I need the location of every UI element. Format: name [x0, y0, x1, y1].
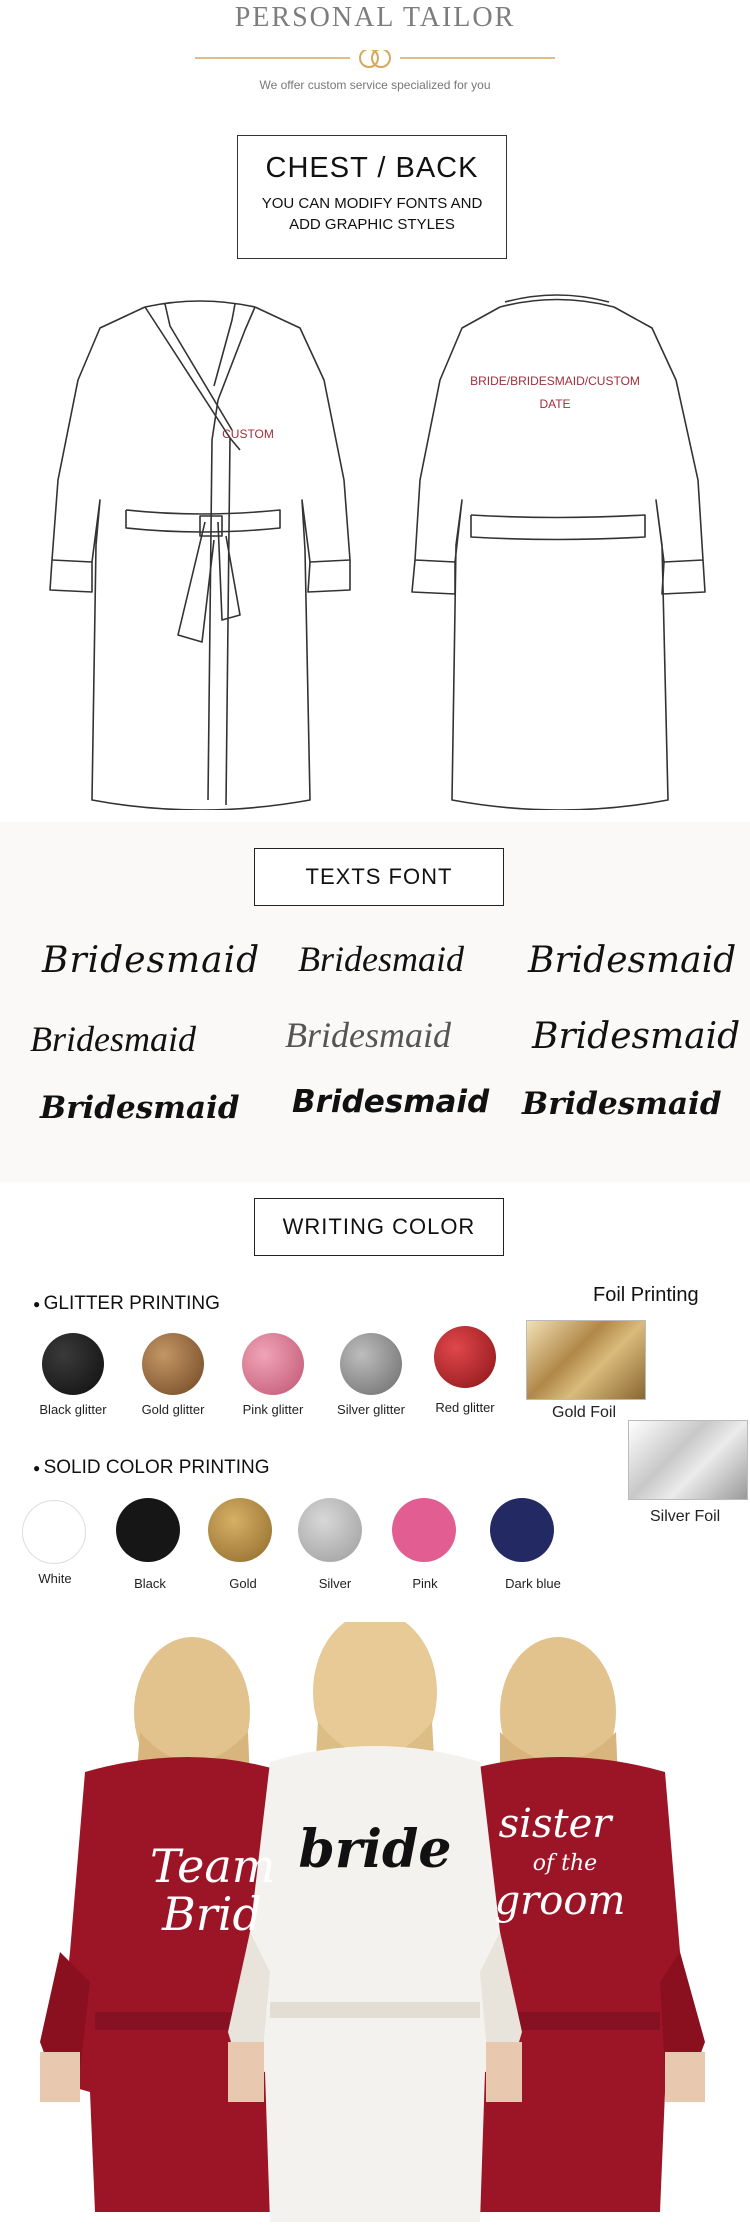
model-center — [228, 1622, 522, 2222]
font-sample-6[interactable]: Bridesmaid — [532, 1016, 741, 1057]
swatch-label-pink-glitter: Pink glitter — [242, 1402, 304, 1417]
texts-font-label: TEXTS FONT — [254, 848, 504, 906]
page-subtitle: We offer custom service specialized for you — [259, 78, 491, 92]
swatch-label-black-glitter: Black glitter — [39, 1402, 107, 1417]
writing-color-label: WRITING COLOR — [254, 1198, 504, 1256]
swatch-label-gold: Gold — [229, 1576, 257, 1591]
silver-foil-label: Silver Foil — [650, 1508, 721, 1525]
gold-foil-image[interactable] — [526, 1320, 646, 1400]
robe-back-text-line1: BRIDE/BRIDESMAID/CUSTOM — [470, 374, 640, 388]
chest-back-title: CHEST / BACK — [265, 152, 479, 184]
robe-text-team: Team — [150, 1839, 276, 1893]
foil-printing-title: Foil Printing — [593, 1284, 699, 1306]
page-title: PERSONAL TAILOR — [234, 2, 516, 33]
robe-back-drawing — [412, 295, 705, 810]
swatch-white[interactable] — [22, 1500, 86, 1564]
rings-icon — [360, 50, 390, 67]
swatch-black-glitter[interactable] — [42, 1333, 104, 1395]
font-sample-7[interactable]: Bridesmaid — [40, 1090, 240, 1126]
swatch-gold[interactable] — [208, 1498, 272, 1562]
swatch-label-pink: Pink — [412, 1576, 438, 1591]
chest-back-desc-line2: ADD GRAPHIC STYLES — [289, 216, 455, 233]
font-sample-3[interactable]: Bridesmaid — [528, 940, 737, 981]
glitter-printing-title: ● GLITTER PRINTING — [33, 1293, 220, 1315]
robe-text-of-the: of the — [532, 1851, 598, 1876]
chest-back-description — [238, 193, 506, 235]
robe-text-bride: bride — [298, 1819, 452, 1880]
font-sample-9[interactable]: Bridesmaid — [522, 1086, 722, 1122]
robe-text-sister: sister — [498, 1801, 612, 1847]
font-sample-4[interactable]: Bridesmaid — [30, 1019, 196, 1059]
swatch-gold-glitter[interactable] — [142, 1333, 204, 1395]
swatch-black[interactable] — [116, 1498, 180, 1562]
chest-back-box — [237, 135, 507, 259]
gold-foil-label: Gold Foil — [552, 1404, 617, 1421]
font-sample-2[interactable]: Bridesmaid — [298, 939, 464, 979]
font-sample-1[interactable]: Bridesmaid — [42, 940, 261, 981]
swatch-label-silver: Silver — [318, 1576, 352, 1591]
swatch-label-red-glitter: Red glitter — [435, 1400, 495, 1415]
robe-text-groom: groom — [494, 1878, 626, 1924]
robe-front-drawing — [50, 301, 350, 810]
font-sample-5[interactable]: Bridesmaid — [285, 1015, 451, 1055]
texts-font-section — [0, 822, 750, 1182]
swatch-dark-blue[interactable] — [490, 1498, 554, 1562]
swatch-red-glitter[interactable] — [434, 1326, 496, 1388]
robe-front-text: CUSTOM — [222, 427, 274, 441]
swatch-silver-glitter[interactable] — [340, 1333, 402, 1395]
swatch-label-white: White — [38, 1571, 72, 1586]
solid-printing-title: ● SOLID COLOR PRINTING — [33, 1457, 270, 1479]
font-sample-8[interactable]: Bridesmaid — [292, 1084, 490, 1120]
chest-back-desc-line1: YOU CAN MODIFY FONTS AND — [261, 195, 483, 212]
swatch-label-gold-glitter: Gold glitter — [141, 1402, 205, 1417]
robe-back-text-line2: DATE — [539, 397, 571, 411]
robe-diagrams — [0, 290, 750, 810]
swatch-pink[interactable] — [392, 1498, 456, 1562]
swatch-silver[interactable] — [298, 1498, 362, 1562]
models-photo — [0, 1622, 750, 2232]
silver-foil-image[interactable] — [628, 1420, 748, 1500]
robe-text-bride-partial: Brid — [162, 1887, 262, 1941]
swatch-label-silver-glitter: Silver glitter — [337, 1402, 405, 1417]
swatch-label-black: Black — [134, 1576, 166, 1591]
swatch-pink-glitter[interactable] — [242, 1333, 304, 1395]
swatch-label-dark-blue: Dark blue — [505, 1576, 561, 1591]
